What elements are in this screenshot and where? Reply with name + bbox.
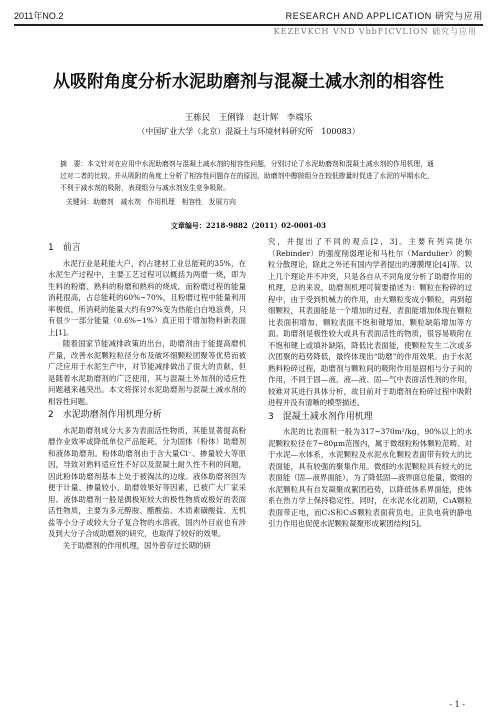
- right-column: [268, 236, 472, 530]
- issue-label: 2011年NO.2: [14, 11, 64, 21]
- paragraph: 关于助磨剂的作用机理，国外曾存过长期的研: [62, 540, 211, 550]
- paragraph: 水泥助磨剂成分大多为表面活性物质，其能显著提高粉磨作业效率或降低单位产品能耗，分为固体（粉体）助磨剂和液体助磨剂。粉体助磨剂由于含大量Cl⁻、掺量较大等原因，导致对熟料适应性不好以及混凝土耐久性不利的问题，因此粉体助磨剂基本上处于被淘汰的边缘。液体助磨剂因为便于计量、掺量较小、助磨效果好等因素，已被广大厂家采用。液体助磨剂一般是偶极矩较大的极性物质或极好的表面活性物质，主要为多元醇胺、醋酸盐、木质素磺酸盐、无机盐等小分子或较大分子复合物的水溶液，国内外目前也有涉及到大分子合成助磨剂的研究，也取得了较好的效果。: [48, 425, 246, 538]
- abstract: 摘 要：本文针对在应用中水泥助磨剂与混凝土减水剂的相容性问题，分别讨论了水泥助磨剂和混凝土减水剂的作用机理，通过对二者的比较，并从吸附的角度上分析了相容性问题存在的原因，助磨剂中醇胺组分在较低掺量时促进了水泥的早期水化，不利于减水剂的吸附，表现组分与减水剂发生竞争吸附。: [60, 160, 434, 192]
- running-header: [14, 8, 483, 26]
- left-column: [48, 240, 246, 551]
- section-heading-grinding-aid: 2 水泥助磨剂作用机理分析: [48, 410, 162, 420]
- affiliation: （中国矿业大学（北京）混凝土与环境材料研究所 100083）: [137, 127, 360, 136]
- journal-subtitle-mirrored: KEZEVKCH VND VbbFICVLION 础究与应用: [273, 27, 477, 36]
- page-number: - 1 -: [449, 700, 465, 709]
- paragraph: 水泥的比表面积一般为317~370m²/kg，90%以上的水泥颗粒粒径在7~80μm范围内，属于微细粒粉体颗粒范畴。对于水泥—水体系，水泥颗粒及水泥水化颗粒表面带有较大的比表面能，具有较强的聚集作用。微细的水泥颗粒具有较大的比表面能（固—液界面能），为了降低固—液界面总能量，微细的水泥颗粒具有自发凝聚成絮团趋势，以降低体系界面能，使体系在热力学上保持稳定性。同时，在水泥水化初期，C₃A颗粒表面带正电，而C₂S和C₃S颗粒表面荷负电，正负电荷的静电引力作用也促使水泥颗粒凝聚形成絮团结构[5]。: [268, 427, 472, 528]
- journal-name: RESEARCH AND APPLICATION 研究与应用: [285, 11, 483, 21]
- paper-title: 从吸附角度分析水泥助磨剂与混凝土减水剂的相容性: [53, 72, 444, 92]
- authors: 王栋民 王俐锋 赵计辉 李端乐: [184, 113, 313, 123]
- keywords: 关键词：助磨剂 减水剂 作用机理 相容性 发展方向: [66, 198, 236, 206]
- paragraph: 究，并提出了不同的观点[2，3]。主要有列宾捷尔（Rebinder）的强度削弱理论和马杜尔（Mardulier）的颗粒分散理论，除此之外还有国内学者提出的薄膜理论[4]等。以上几个理论并不冲突，只是各自从不同角度分析了助磨作用的机理，总的来说，助磨剂机理可简要描述为：颗粒在粉碎的过程中，由于受到机械力的作用，由大颗粒变成小颗粒，再到超细颗粒，其表面能是一个增加的过程，表面能增加体现在颗粒比表面积增加、颗粒表面不饱和键增加、颗粒缺陷增加等方面。助磨剂是极性较大或具有表面活性的物质，很容易吸附在不饱和键上或填补缺陷，降低比表面能，使颗粒发生二次或多次团聚的趋势降低，最终体现出“助磨”的作用效果。由于水泥熟料粉碎过程，助磨剂与颗粒间的吸附作用是固相与分子间的作用，不同于固—液、液—液、固—气中表面活性剂的作用，较难对其进行具体分析，故目前对于助磨剂在粉碎过程中吸附进程并没有清晰的模型描述。: [268, 237, 472, 407]
- paragraph: 水泥行业是耗能大户，约占建材工业总能耗的35%，在水泥生产过程中，主要工艺过程可以概括为两磨一烧，即为生料的粉磨、熟料的粉磨和熟料的烧成，而粉磨过程的能量消耗很高，占总能耗的60%~70%，且粉磨过程中能量利用率极低，所消耗的能量大约有97%变为热能白白地浪费，只有很少一部分能量（0.6%~1%）真正用于增加物料新表面上[1]。: [48, 258, 246, 337]
- paragraph: 随着国家节能减排政策的出台，助磨剂由于能提高磨机产量，改善水泥颗粒粒径分布及破坏细颗粒团聚等优势而被广泛应用于水泥生产中，对节能减排做出了很大的贡献，但是随着水泥助磨剂的广泛使用，其与混凝土外加剂的适应性问题越来越突出。本文将探讨水泥助磨剂与混凝土减水剂的相容性问题。: [48, 339, 246, 406]
- section-heading-intro: 1 前言: [48, 243, 81, 253]
- article-number: 文章编号：2218-9882（2011）02-0001-03: [170, 221, 327, 230]
- section-heading-superplasticizer: 3 混凝土减水剂作用机理: [268, 411, 373, 422]
